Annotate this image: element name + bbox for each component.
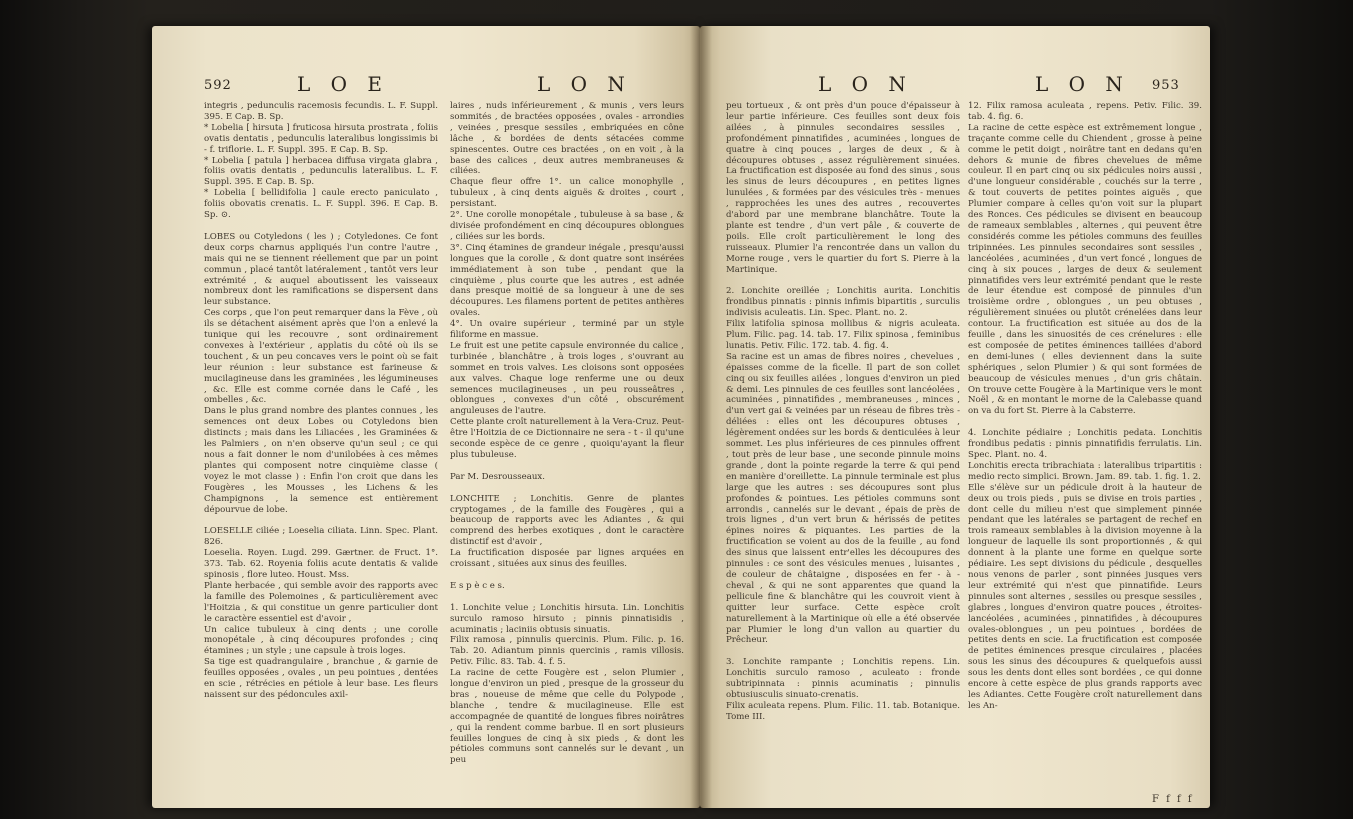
text-column-2: 12. Filix ramosa aculeata , repens. Petiv. Filic. 39. tab. 4. fig. 6. La racine de cette espèce est extrêmement longue , traçante comme celle du Chiendent , grosse à peine comme le petit doigt , noirâtre tant en dedans qu'en dehors & munie de fibres chevelues de même couleur. Il en part cinq ou six pédicules noirs aussi , d'une longueur considérable , couchés sur la terre , & tout couverts de petites pointes aiguës , que Plumier compare à celles qu'on voit sur la plupart des Ronces. Ces pédicules se divisent en beaucoup de rameaux semblables , alternes , qui peuvent être considérés comme les pétioles communs des feuilles tripinnées. Les pinnules secondaires sont sessiles , lancéolées , acuminées , d'un vert foncé , longues de cinq à six pouces , larges de deux & seulement pinnatifides vers leur extrémité pendant que le reste de leur étendue est composé de pinnules d'un troisième ordre , oblongues , un peu obtuses , régulièrement sinuées ou plutôt crénelées dans leur contour. La fructification est située au dos de la feuille , dans les sinuosités de ces crénelures : elle est composée de petites éminences taillées d'abord en demi-lunes ( elles deviennent dans la suite sphériques , selon Plumier ) & qui sont formées de beaucoup de vésicules menues , d'un gris châtain. On trouve cette Fougère à la Martinique vers le mont Noël , & en montant le morne de la Calebasse quand on va du fort St. Pierre à la Cabsterre. 4. Lonchite pédiaire ; Lonchitis pedata. Lonchitis frondibus pedatis : pinnis pinnatifidis ferrulatis. Lin. Spec. Plant. no. 4. Lonchitis erecta tribrachiata : lateralibus tripartitis : medio recto simplici. Brown. Jam. 89. tab. 1. fig. 1. 2. Elle s'élève sur un pédicule droit à la hauteur de deux ou trois pieds , puis se divise en trois parties , dont celle du milieu n'est que simplement pinnée pendant que les latérales se partagent de rechef en trois rameaux semblables à la division moyenne à la longueur de laquelle ils sont proportionnés , & qui donnent à la plante une forme en quelque sorte pédiaire. Les sept divisions du pédicule , desquelles nous venons de parler , sont pinnées jusques vers leur extrémité qui n'est que pinnatifide. Leurs pinnules sont alternes , sessiles ou presque sessiles , glabres , longues d'environ quatre pouces , étroites-lancéolées , acuminées , pinnatifides , à découpures ovales-oblongues , un peu pointues , bordées de petites dents en scie. La fructification est composée de petites éminences presque circulaires , placées sous les sinus des découpures & quelquefois aussi sous les dents dont elles sont bordées , ce qui donne encore à cette espèce de plus grands rapports avec les Adiantes. Cette Fougère croît naturellement dans les An- [968,101,1202,711]
running-header-left: L O E [297,72,389,96]
page-number: 953 [1152,78,1180,93]
text-column-1: integris , pedunculis racemosis fecundis. L. F. Suppl. 395. E Cap. B. Sp. * Lobelia [ hirsuta ] fruticosa hirsuta prostrata , foliis ovatis dentatis , pedunculis lateralibus longissimis bi - f. triflorie. L. F. Suppl. 395. E Cap. B. Sp. * Lobelia [ patula ] herbacea diffusa virgata glabra , foliis ovatis dentatis , pedunculis lateralibus. L. F. Suppl. 395. E Cap. B. Sp. * Lobelia [ bellidifolia ] caule erecto paniculato , foliis obovatis crenatis. L. F. Suppl. 396. E Cap. B. Sp. ⊙. LOBES ou Cotyledons ( les ) ; Cotyledones. Ce font deux corps charnus appliqués l'un contre l'autre , mais qui ne se tiennent réellement que par un point commun , placé tantôt latéralement , tantôt vers leur extrémité , & auquel aboutissent les vaisseaux nombreux dont les ramifications se dispersent dans leur substance. Ces corps , que l'on peut remarquer dans la Fève , où ils se détachent aisément après que l'on a enlevé la tunique qui les recouvre , sont ordinairement convexes à l'extérieur , applatis du côté où ils se touchent , & un peu concaves vers le point où se fait leur réunion : leur substance est farineuse & mucilagineuse dans les graminées , les légumineuses , &c. Elle est comme cornée dans le Café , les ombelles , &c. Dans le plus grand nombre des plantes connues , les semences ont deux Lobes ou Cotyledons bien distincts ; mais dans les Liliacées , les Graminées & les Palmiers , on n'en observe qu'un seul ; ce qui nous a fait donner le nom d'unilobées à ces mêmes plantes qui composent notre cinquième classe ( voyez le mot classe ) : Enfin l'on croit que dans les Fougères , les Mousses , les Lichens & les Champignons , la semence est entièrement dépourvue de lobe. LOESELLE ciliée ; Loeselia ciliata. Linn. Spec. Plant. 826. Loeselia. Royen. Lugd. 299. Gærtner. de Fruct. 1°. 373. Tab. 62. Royenia foliis acute dentatis & valide spinosis , flore luteo. Houst. Mss. Plante herbacée , qui semble avoir des rapports avec la famille des Polemoines , & particulièrement avec l'Hoitzia , & qui constitue un genre particulier dont le caractère essentiel est d'avoir , Un calice tubuleux à cinq dents ; une corolle monopétale , à cinq découpures profondes ; cinq étamines ; un style ; une capsule à trois loges. Sa tige est quadrangulaire , branchue , & garnie de feuilles opposées , ovales , un peu pointues , dentées en scie , rétrécies en pétiole à leur base. Les fleurs naissent sur des pédoncules axil- [204,101,438,700]
text-column-1: peu tortueux , & ont près d'un pouce d'épaisseur à leur partie inférieure. Ces feuilles sont deux fois ailées , à pinnules secondaires sessiles , profondément pinnatifides , acuminées , longues de quatre à cinq pouces , larges de deux , & à découpures obtuses , assez régulièrement sinuées. La fructification est disposée au fond des sinus , sous les sinus de leurs découpures , en petites lignes lunulées , & formées par des vésicules très - menues , rapprochées les unes des autres , recouvertes d'abord par une membrane blanchâtre. Toute la plante est tendre , d'un vert pâle , & couverte de poils. Elle croît particulièrement le long des ruisseaux. Plumier l'a rencontrée dans un vallon du Morne rouge , vers le quartier du fort S. Pierre à la Martinique. 2. Lonchite oreillée ; Lonchitis aurita. Lonchitis frondibus pinnatis : pinnis infimis bipartitis , surculis indivisis aculeatis. Lin. Spec. Plant. no. 2. Filix latifolia spinosa mollibus & nigris aculeata. Plum. Filic. pag. 14. tab. 17. Filix spinosa , feminibus lunatis. Petiv. Filic. 172. tab. 4. fig. 4. Sa racine est un amas de fibres noires , chevelues , épaisses comme de la ficelle. Il part de son collet cinq ou six feuilles ailées , longues d'environ un pied & demi. Les pinnules de ces feuilles sont lancéolées , acuminées , pinnatifides , membraneuses , minces , d'un vert gai & veinées par un réseau de fibres très - déliées : elles ont les découpures obtuses , légèrement ondées sur les bords & denticulées à leur sommet. Les plus inférieures de ces pinnules offrent , tout près de leur base , une seconde pinnule moins grande , dont la pointe regarde la terre & qui pend en manière d'oreillette. La pinnule terminale est plus large que les autres : ses découpures sont plus profondes & pointues. Les pétioles communs sont arrondis , cannelés sur le devant , épais de près de trois lignes , d'un vert brun & hérissés de petites épines noires & piquantes. Les parties de la fructification se voient au dos de la feuille , au fond des sinus que laissent entr'elles les découpures des pinnules : ce sont des vésicules menues , luisantes , de couleur de châtaigne , disposées en fer - à - cheval , & qui ne sont apparentes que quand la pellicule fine & blanchâtre qui les couvroit vient à quitter leur surface. Cette espèce croît naturellement à la Martinique où elle a été observée par Plumier le long d'un vallon au quartier du Prêcheur. 3. Lonchite rampante ; Lonchitis repens. Lin. Lonchitis surculo ramoso , aculeato : fronde subtripinnata : pinnis acuminatis ; pinnulis obtusiusculis sinuato-crenatis. Filix aculeata repens. Plum. Filic. 11. tab. Botanique. Tome III. [726,101,960,722]
page-number: 592 [204,78,232,93]
running-header-left: L O N [818,72,913,96]
right-page [700,26,1210,808]
running-header-right: L O N [1035,72,1130,96]
text-column-2: laires , nuds inférieurement , & munis , vers leurs sommités , de bractées opposées , ovales - arrondies , veinées , presque sessiles , embriquées en cône lâche , & bordées de dents sétacées comme spinescentes. Outre ces bractées , on en voit , à la base des calices , deux autres membraneuses & ciliées. Chaque fleur offre 1°. un calice monophylle , tubuleux , à cinq dents aiguës & droites , court , persistant. 2°. Une corolle monopétale , tubuleuse à sa base , & divisée profondément en cinq découpures oblongues , ciliées sur les bords. 3°. Cinq étamines de grandeur inégale , presqu'aussi longues que la corolle , & dont quatre sont insérées immédiatement à son tube , pendant que la cinquième , plus courte que les autres , est adnée dans presque moitié de sa longueur à une de ses découpures. Les filamens portent de petites anthères ovales. 4°. Un ovaire supérieur , terminé par un style filiforme en massue. Le fruit est une petite capsule environnée du calice , turbinée , blanchâtre , à trois loges , s'ouvrant au sommet en trois valves. Les cloisons sont opposées aux valves. Chaque loge renferme une ou deux semences mucilagineuses , un peu rousseâtres , oblongues , convexes d'un côté , obscurément anguleuses de l'autre. Cette plante croît naturellement à la Vera-Cruz. Peut-être l'Hoitzia de ce Dictionnaire ne sera - t - il qu'une seconde espèce de ce genre , quoiqu'ayant la fleur plus tubuleuse. Par M. Desrousseaux. LONCHITE ; Lonchitis. Genre de plantes cryptogames , de la famille des Fougères , qui a beaucoup de rapports avec les Adiantes , & qui comprend des herbes exotiques , dont le caractère distinctif est d'avoir , La fructification disposée par lignes arquées en croissant , situées aux sinus des feuilles. E s p è c e s. 1. Lonchite velue ; Lonchitis hirsuta. Lin. Lonchitis surculo ramoso hirsuto ; pinnis pinnatisidis , acuminatis ; laciniis obtusis sinuatis. Filix ramosa , pinnulis quercinis. Plum. Filic. p. 16. Tab. 20. Adiantum pinnis quercinis , ramis villosis. Petiv. Filic. 83. Tab. 4. f. 5. La racine de cette Fougère est , selon Plumier , longue d'environ un pied , presque de la grosseur du bras , noueuse de même que celle du Polypode , blanche , tendre & mucilagineuse. Elle est accompagnée de quantité de longues fibres noirâtres , qui la rendent comme barbue. Il en sort plusieurs feuilles longues de cinq à six pieds , & dont les pétioles communs sont cannelés sur le devant , un peu [450,101,684,766]
running-header-right: L O N [537,72,632,96]
signature-mark: F f f f [1152,794,1194,805]
left-page [152,26,700,808]
